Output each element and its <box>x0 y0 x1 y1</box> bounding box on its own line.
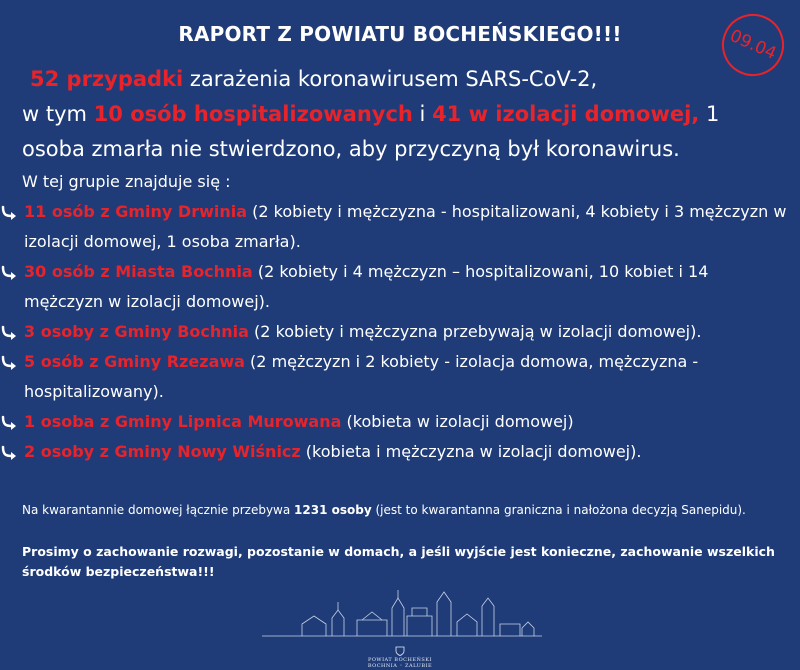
list-item-text: (2 kobiety i mężczyzna przebywają w izolacji domowej). <box>248 322 702 341</box>
safety-appeal: Prosimy o zachowanie rozwagi, pozostanie w domach, a jeśli wyjście jest konieczne, zachowanie wszelkich środków bezpieczeństwa!!! <box>22 544 775 579</box>
list-item <box>0 197 790 257</box>
municipality-list <box>0 197 790 467</box>
isolation-count: 41 w izolacji domowej, <box>432 102 700 126</box>
county-logo <box>300 657 500 669</box>
note-text-post: (jest to kwarantanna graniczna i nałożona decyzją Sanepidu). <box>371 503 746 517</box>
list-item-text: (2 mężczyzn i 2 kobiety - izolacja domowa, mężczyzna - hospitalizowany). <box>24 352 699 401</box>
report-title: RAPORT Z POWIATU BOCHEŃSKIEGO!!! <box>178 22 622 46</box>
list-item-text: (kobieta i mężczyzna w izolacji domowej). <box>300 442 642 461</box>
curved-arrow-icon <box>0 264 18 282</box>
list-item-highlight: 1 osoba z Gminy Lipnica Murowana <box>24 412 342 431</box>
list-item <box>0 407 790 437</box>
lead-text-3: i <box>412 102 433 126</box>
note-text-pre: Na kwarantannie domowej łącznie przebywa <box>22 503 295 517</box>
lead-text-1: zarażenia koronawirusem SARS-CoV-2, <box>183 67 598 91</box>
quarantine-note <box>22 501 782 519</box>
hospitalized-count: 10 osób hospitalizowanych <box>93 102 413 126</box>
list-item <box>0 317 790 347</box>
logo-title: POWIAT BOCHEŃSKI <box>367 657 433 663</box>
curved-arrow-icon <box>0 204 18 222</box>
list-item-highlight: 11 osób z Gminy Drwinia <box>24 202 248 221</box>
quarantine-count: 1231 osoby <box>294 503 372 517</box>
list-item-highlight: 3 osoby z Gminy Bochnia <box>24 322 249 341</box>
curved-arrow-icon <box>0 354 18 372</box>
logo-subtitle: BOCHNIA ◦ ZALUBIE <box>367 663 433 669</box>
curved-arrow-icon <box>0 324 18 342</box>
list-item <box>0 257 790 317</box>
list-item <box>0 347 790 407</box>
list-item <box>0 437 790 467</box>
list-item-text: (kobieta w izolacji domowej) <box>341 412 574 431</box>
curved-arrow-icon <box>0 444 18 462</box>
list-item-highlight: 2 osoby z Gminy Nowy Wiśnicz <box>24 442 301 461</box>
lead-text-4: 1 <box>699 102 720 126</box>
town-skyline-icon <box>262 588 542 638</box>
group-intro: W tej grupie znajduje się : <box>22 172 231 191</box>
date-stamp: 09.04 <box>712 4 794 86</box>
crest-icon <box>395 646 405 656</box>
list-item-highlight: 5 osób z Gminy Rzezawa <box>24 352 245 371</box>
lead-text-2: w tym <box>22 102 94 126</box>
case-count: 52 przypadki <box>30 67 184 91</box>
lead-paragraph <box>22 62 782 167</box>
list-item-text: (2 kobiety i 4 mężczyzn – hospitalizowani, 10 kobiet i 14 mężczyzn w izolacji domowej). <box>24 262 709 311</box>
lead-text-5: osoba zmarła nie stwierdzono, aby przyczyną był koronawirus. <box>22 137 680 161</box>
curved-arrow-icon <box>0 414 18 432</box>
list-item-highlight: 30 osób z Miasta Bochnia <box>24 262 253 281</box>
list-item-text: (2 kobiety i mężczyzna - hospitalizowani, 4 kobiety i 3 mężczyzn w izolacji domowej, 1 osoba zmarła). <box>24 202 787 251</box>
